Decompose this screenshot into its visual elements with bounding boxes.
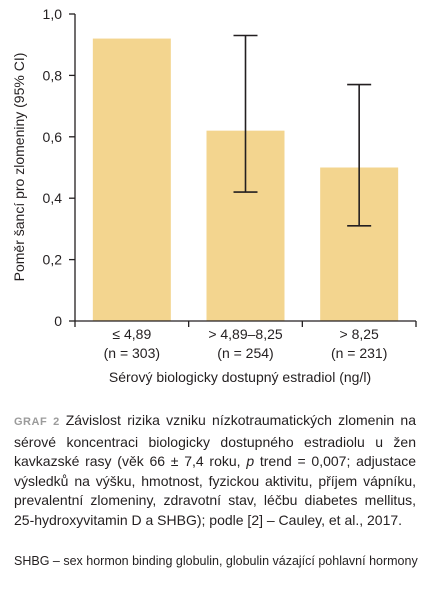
y-tick-label-2: 0,2 xyxy=(42,251,62,268)
caption-label: GRAF 2 xyxy=(14,416,60,428)
y-axis-ticks xyxy=(43,6,75,329)
y-axis-title: Poměr šancí pro zlomeniny (95% CI) xyxy=(11,52,27,282)
x-axis-ticks xyxy=(75,321,416,361)
y-tick-label-4: 0,6 xyxy=(42,128,62,145)
x-axis-title: Sérový biologicky dostupný estradiol (ng/l) xyxy=(108,369,372,385)
caption-p-symbol: p xyxy=(246,453,255,469)
y-tick-label-3: 0,4 xyxy=(42,190,62,207)
x-category-count-1: (n = 303) xyxy=(103,345,161,361)
bar-1 xyxy=(93,39,171,321)
y-tick-label-1: 0 xyxy=(54,313,62,329)
x-category-count-3: (n = 231) xyxy=(330,345,388,361)
x-category-label-1: ≤ 4,89 xyxy=(112,326,152,342)
y-tick-label-6: 1,0 xyxy=(42,6,62,22)
y-tick-label-5: 0,8 xyxy=(42,67,62,84)
x-category-label-3: > 8,25 xyxy=(339,326,379,342)
abbreviation-note: SHBG – sex hormon binding globulin, globulin vázající pohlavní hormony xyxy=(14,554,418,568)
figure-caption xyxy=(14,411,416,530)
x-category-count-2: (n = 254) xyxy=(217,345,274,361)
caption-text-before: Závislost rizika vzniku nízkotraumatických zlomenin na sérové koncentraci biologicky dostupného estradiolu u žen kavkazské rasy (věk 66 ± 7,4 roku, xyxy=(14,412,416,469)
caption-text-after: trend = 0,007; adjustace výsledků na výšku, hmotnost, fyzickou aktivitu, příjem vápníku, prevalentní zlomeniny, zdravotní stav, léčbu diabetes mellitus, 25-hydroxyvitamin D a SHBG); podle [2] – Cauley, et al., 2017. xyxy=(14,453,417,528)
x-category-label-2: > 4,89–8,25 xyxy=(208,326,283,342)
